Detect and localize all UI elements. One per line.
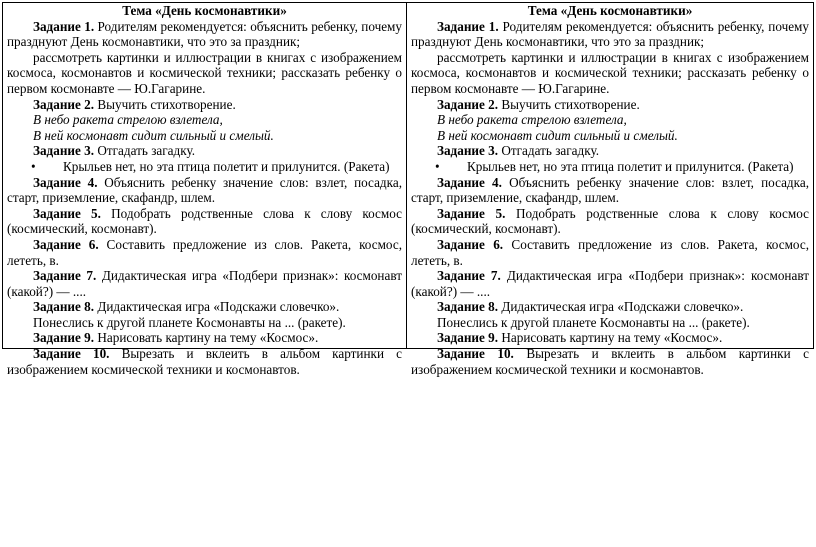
task-text: Составить предложение из слов. Ракета, космос, лететь, в. (7, 236, 402, 268)
assignment-table (2, 2, 814, 377)
riddle-item (7, 159, 402, 175)
task-text: Дидактическая игра «Подбери признак»: космонавт (какой?) — .... (411, 268, 809, 299)
task-label: Задание 7. (33, 268, 97, 284)
task-text: Отгадать загадку. (94, 143, 196, 159)
task-6 (7, 237, 402, 268)
task-label: Задание 7. (437, 268, 501, 284)
bullet-icon: • (435, 158, 440, 174)
task-text: Выучить стихотворение. (498, 96, 640, 112)
poem-line-1: В небо ракета стрелою взлетела, (33, 112, 223, 128)
task-8-continued: Понеслись к другой планете Космонавты на ... (ракете). (33, 314, 346, 330)
task-1-continued: рассмотреть картинки и иллюстрации в книгах с изображением космоса, космонавтов и космической техники; рассказать ребенку о первом космонавте — Ю.Гагарине. (7, 49, 402, 96)
task-label: Задание 8. (33, 299, 95, 315)
poem-line-2: В ней космонавт сидит сильный и смелый. (33, 127, 274, 143)
task-4 (7, 175, 402, 206)
riddle-text: Крыльев нет, но эта птица полетит и прилунится. (Ракета) (467, 158, 794, 174)
task-label: Задание 3. (437, 143, 499, 159)
poem-line-2: В ней космонавт сидит сильный и смелый. (437, 127, 678, 143)
task-text: Объяснить ребенку значение слов: взлет, посадка, старт, приземление, скафандр, шлем. (411, 174, 809, 206)
task-7 (7, 268, 402, 299)
task-label: Задание 2. (33, 96, 95, 112)
task-2 (7, 97, 402, 113)
task-text: Дидактическая игра «Подбери признак»: космонавт (какой?) — .... (7, 268, 402, 299)
task-8 (7, 299, 402, 315)
task-9 (7, 330, 402, 346)
task-text: Подобрать родственные слова к слову космос (космический, космонавт). (7, 205, 403, 237)
poem-line-1: В небо ракета стрелою взлетела, (437, 112, 627, 128)
task-label: Задание 4. (437, 174, 502, 190)
riddle-text: Крыльев нет, но эта птица полетит и прилунится. (Ракета) (63, 158, 390, 174)
task-10 (7, 346, 402, 377)
task-label: Задание 9. (33, 330, 95, 346)
task-text: Подобрать родственные слова к слову космос (космический, космонавт). (411, 205, 809, 237)
task-5 (7, 206, 402, 237)
task-1 (411, 19, 809, 50)
task-text: Нарисовать картину на тему «Космос». (94, 330, 319, 346)
task-3 (411, 143, 809, 159)
task-label: Задание 6. (437, 236, 504, 252)
column-title: Тема «День космонавтики» (122, 3, 287, 18)
task-label: Задание 3. (33, 143, 95, 159)
task-label: Задание 5. (33, 205, 101, 221)
task-text: Дидактическая игра «Подскажи словечко». (498, 299, 744, 315)
task-3 (7, 143, 402, 159)
task-text: Вырезать и вклеить в альбом картинки с изображением космической техники и космонавтов. (411, 346, 809, 377)
assignment-column-right (407, 3, 813, 377)
task-8 (411, 299, 809, 315)
task-7 (411, 268, 809, 299)
task-9 (411, 330, 809, 346)
task-4 (411, 175, 809, 206)
task-text: Объяснить ребенку значение слов: взлет, посадка, старт, приземление, скафандр, шлем. (7, 174, 402, 206)
task-text: Родителям рекомендуется: объяснить ребенку, почему празднуют День космонавтики, что это за праздник; (7, 18, 402, 50)
task-text: Нарисовать картину на тему «Космос». (498, 330, 723, 346)
task-10 (411, 346, 809, 377)
task-label: Задание 8. (437, 299, 499, 315)
task-1 (7, 19, 402, 50)
riddle-item (411, 159, 809, 175)
task-2 (411, 97, 809, 113)
task-text: Родителям рекомендуется: объяснить ребенку, почему празднуют День космонавтики, что это за праздник; (411, 18, 809, 50)
task-label: Задание 9. (437, 330, 499, 346)
task-6 (411, 237, 809, 268)
task-text: Выучить стихотворение. (94, 96, 236, 112)
bullet-icon: • (31, 158, 36, 174)
task-text: Отгадать загадку. (498, 143, 600, 159)
task-label: Задание 2. (437, 96, 499, 112)
column-title: Тема «День космонавтики» (527, 3, 693, 18)
task-label: Задание 1. (33, 18, 95, 34)
task-label: Задание 5. (437, 205, 506, 221)
task-label: Задание 10. (33, 346, 110, 362)
task-text: Вырезать и вклеить в альбом картинки с изображением космической техники и космонавтов. (7, 346, 402, 377)
task-5 (411, 206, 809, 237)
assignment-column-left (3, 3, 407, 377)
task-1-continued: рассмотреть картинки и иллюстрации в книгах с изображением космоса, космонавтов и космической техники; рассказать ребенку о первом космонавте — Ю.Гагарине. (411, 49, 809, 96)
task-text: Составить предложение из слов. Ракета, космос, лететь, в. (411, 236, 810, 268)
task-8-continued: Понеслись к другой планете Космонавты на ... (ракете). (437, 314, 750, 330)
task-label: Задание 4. (33, 174, 98, 190)
task-label: Задание 10. (437, 346, 514, 362)
task-label: Задание 1. (437, 18, 499, 34)
task-label: Задание 6. (33, 236, 99, 252)
task-text: Дидактическая игра «Подскажи словечко». (94, 299, 340, 315)
